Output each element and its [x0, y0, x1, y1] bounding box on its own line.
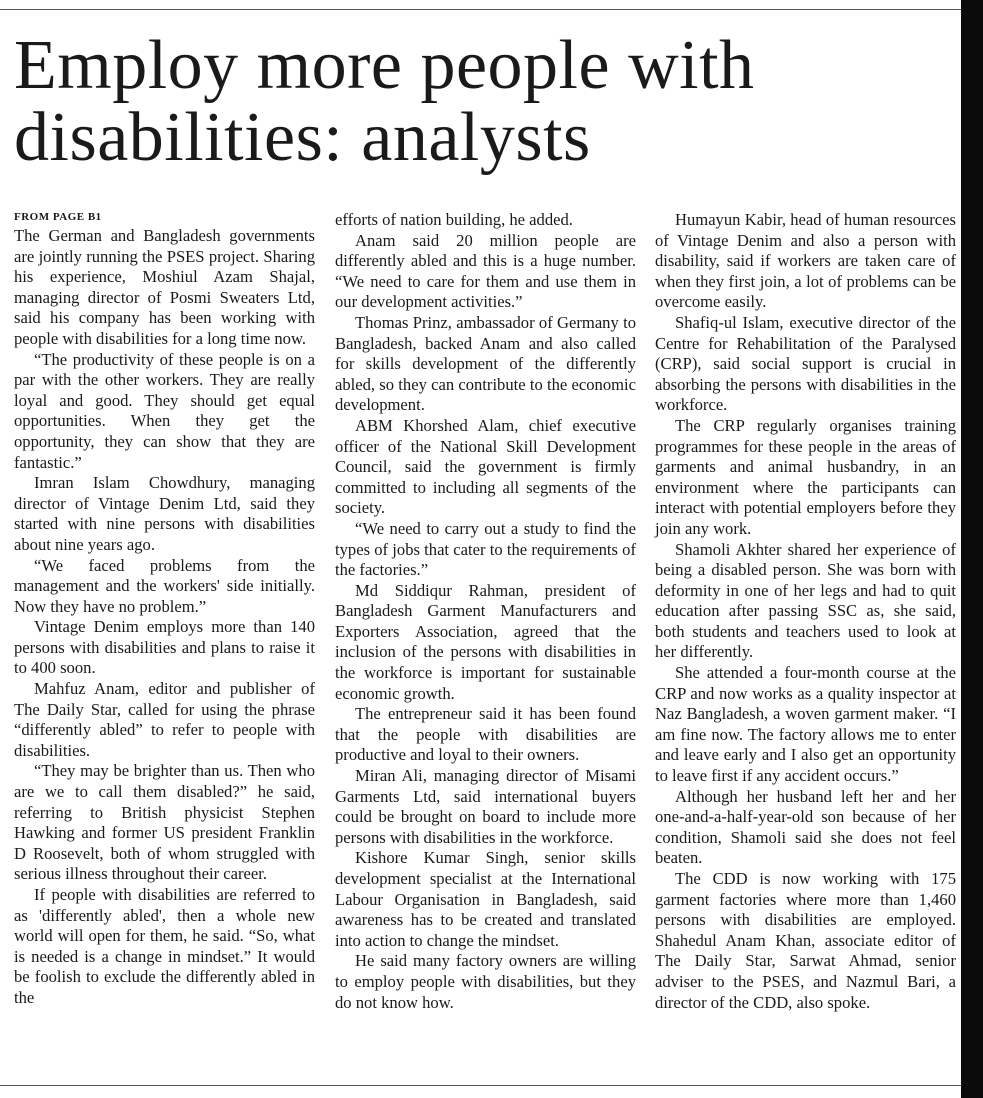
paragraph: The German and Bangladesh governments are jointly running the PSES project. Sharing his experience, Moshiul Azam Shajal, managing director of Posmi Sweaters Ltd, said his company has been working with people with disabilities for a long time now.	[14, 226, 315, 348]
paragraph: Thomas Prinz, ambassador of Germany to Bangladesh, backed Anam and also called for skills development of the differently abled, so they can contribute to the economic development.	[335, 312, 636, 415]
paragraph: “We faced problems from the management and the workers' side initially. Now they have no problem.”	[14, 555, 315, 616]
paragraph: “We need to carry out a study to find the types of jobs that cater to the requirements of the factories.”	[335, 518, 636, 580]
paragraph: Imran Islam Chowdhury, managing director of Vintage Denim Ltd, said they started with nine persons with disabilities about nine years ago.	[14, 473, 315, 554]
headline: Employ more people with disabilities: analysts	[14, 27, 755, 176]
article-column-1	[14, 210, 315, 1009]
paragraph: Md Siddiqur Rahman, president of Bangladesh Garment Manufacturers and Exporters Association, agreed that the inclusion of the persons with disabilities in the workforce is important for sustainable economic growth.	[335, 580, 636, 703]
paragraph: Humayun Kabir, head of human resources of Vintage Denim and also a person with disability, said if workers are taken care of when they first join, a lot of problems can be overcome easily.	[655, 210, 956, 312]
paragraph: Vintage Denim employs more than 140 persons with disabilities and plans to raise it to 400 soon.	[14, 617, 315, 678]
paragraph: ABM Khorshed Alam, chief executive officer of the National Skill Development Council, said the government is firmly committed to including all segments of the society.	[335, 415, 636, 518]
paragraph: efforts of nation building, he added.	[335, 210, 573, 229]
paragraph: The CDD is now working with 175 garment factories where more than 1,460 persons with disabilities are employed. Shahedul Anam Khan, associate editor of The Daily Star, Sarwat Ahmad, senior adviser to the PSES, and Nazmul Bari, a director of the CDD, also spoke.	[655, 869, 956, 1012]
article-column-2	[335, 210, 636, 1013]
paragraph: She attended a four-month course at the CRP and now works as a quality inspector at Naz Bangladesh, a woven garment maker. “I am fine now. The factory allows me to enter and leave early and I also get an opportunity to leave first if any accident occurs.”	[655, 663, 956, 786]
paragraph: The entrepreneur said it has been found that the people with disabilities are productive and loyal to their owners.	[335, 704, 636, 765]
jump-line: FROM PAGE B1	[14, 211, 102, 223]
paragraph: If people with disabilities are referred to as 'differently abled', then a whole new world will open for them, he said. “So, what is needed is a change in mindset.” It would be foolish to exclude the differently abled in the	[14, 885, 315, 1007]
paragraph: “The productivity of these people is on a par with the other workers. They are really loyal and good. They should get equal opportunities. When they get the opportunity, they can show that they are fantastic.”	[14, 349, 315, 472]
bottom-rule	[0, 1085, 961, 1086]
paragraph: Anam said 20 million people are differently abled and this is a huge number. “We need to care for them and use them in our development activities.”	[335, 230, 636, 312]
paragraph: Miran Ali, managing director of Misami Garments Ltd, said international buyers could be brought on board to include more persons with disabilities in the workforce.	[335, 766, 636, 847]
paragraph: “They may be brighter than us. Then who are we to call them disabled?” he said, referring to British physicist Stephen Hawking and former US president Franklin D Roosevelt, both of whom struggled with serious illness throughout their career.	[14, 761, 315, 884]
paragraph: The CRP regularly organises training programmes for these people in the areas of garments and animal husbandry, in an environment where the participants can interact with potential employers before they join any work.	[655, 415, 956, 538]
paragraph: Kishore Kumar Singh, senior skills development specialist at the International Labour Organisation in Bangladesh, said awareness has to be created and translated into action to change the mindset.	[335, 848, 636, 950]
article-column-3	[655, 210, 956, 1013]
top-rule	[0, 9, 961, 10]
paragraph: Shamoli Akhter shared her experience of being a disabled person. She was born with deformity in one of her legs and had to quit education after passing SSC as, she said, both students and teachers used to look at her differently.	[655, 539, 956, 662]
paragraph: Mahfuz Anam, editor and publisher of The Daily Star, called for using the phrase “differently abled” to refer to people with disabilities.	[14, 679, 315, 760]
paragraph: Shafiq-ul Islam, executive director of the Centre for Rehabilitation of the Paralysed (CRP), said social support is crucial in absorbing the persons with disabilities in the workforce.	[655, 312, 956, 415]
paragraph: He said many factory owners are willing to employ people with disabilities, but they do not know how.	[335, 951, 636, 1012]
page-edge-bar	[961, 0, 983, 1098]
paragraph: Although her husband left her and her one-and-a-half-year-old son because of her condition, Shamoli said she does not feel beaten.	[655, 786, 956, 868]
